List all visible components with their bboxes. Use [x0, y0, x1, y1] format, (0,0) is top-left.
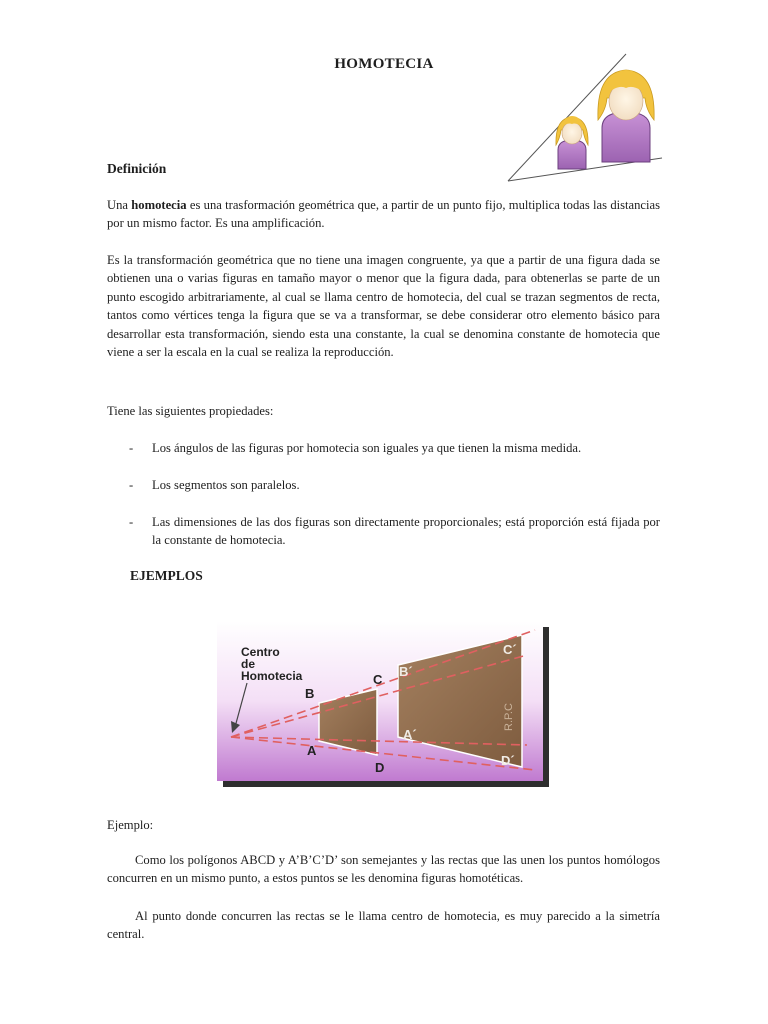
page-title: HOMOTECIA — [334, 56, 434, 72]
center-label-1: Centro — [241, 645, 280, 659]
definition-term: homotecia — [131, 198, 187, 212]
diagram-shadow-bottom — [223, 781, 549, 787]
bullet-dash: - — [129, 441, 134, 455]
property-item-3: Las dimensiones de las dos figuras son directamente proporcionales; está proporción está fijada por la constante de homotecia. — [152, 515, 660, 548]
definition-p1-rest: es una trasformación geométrica que, a partir de un punto fijo, multiplica todas las distancias por un mismo factor. Es una amplificación. — [107, 198, 660, 231]
vertex-label-D2: D´ — [501, 753, 515, 768]
vertex-label-D: D — [375, 760, 385, 775]
definition-heading: Definición — [107, 161, 167, 176]
large-person-icon — [598, 70, 654, 162]
vertex-label-C2: C´ — [503, 642, 517, 657]
homothety-people-illustration — [500, 50, 670, 186]
definition-p1-prefix: Una — [107, 198, 132, 212]
watermark: R.P.C — [503, 703, 515, 731]
vertex-label-B2: B´ — [399, 664, 413, 679]
bullet-dash: - — [129, 515, 134, 529]
center-label-2: de — [241, 657, 256, 671]
definition-paragraph-1 — [107, 196, 660, 233]
property-item-1: Los ángulos de las figuras por homotecia son iguales ya que tienen la misma medida. — [152, 441, 582, 455]
example-paragraph-1: Como los polígonos ABCD y A’B’C’D’ son semejantes y las rectas que las unen los puntos homólogos concurren en un mismo punto, a estos puntos se les denomina figuras homotéticas. — [107, 853, 660, 886]
property-item-2: Los segmentos son paralelos. — [152, 478, 300, 492]
homothety-diagram — [217, 621, 549, 787]
definition-paragraph-2: Es la transformación geométrica que no tiene una imagen congruente, ya que a partir de una figura dada se obtienen una o varias figuras en tamaño mayor o menor que la figura dada, para obtenerlas se parte de un punto escogido arbitrariamente, al cual se llama centro de homotecia, del cual se trazan segmentos de recta, tantos como vértices tenga la figura que se va a transformar, se debe considerar otro elemento básico para desarrollar esta transformación, siendo esta una constante, la cual se denomina constante de homotecia que viene a ser la escala en la cual se realiza la reproducción. — [107, 253, 660, 360]
properties-intro: Tiene las siguientes propiedades: — [107, 404, 274, 418]
center-label-3: Homotecia — [241, 669, 303, 683]
examples-heading: EJEMPLOS — [130, 568, 203, 583]
small-person-icon — [556, 116, 588, 169]
vertex-label-B: B — [305, 686, 315, 701]
vertex-label-A2: A´ — [403, 727, 417, 742]
vertex-label-C: C — [373, 672, 383, 687]
example-paragraph-2: Al punto donde concurren las rectas se le llama centro de homotecia, es muy parecido a la simetría central. — [107, 909, 660, 942]
bullet-dash: - — [129, 478, 134, 492]
ejemplo-label: Ejemplo: — [107, 818, 154, 832]
diagram-shadow — [543, 627, 549, 787]
vertex-label-A: A — [307, 743, 317, 758]
